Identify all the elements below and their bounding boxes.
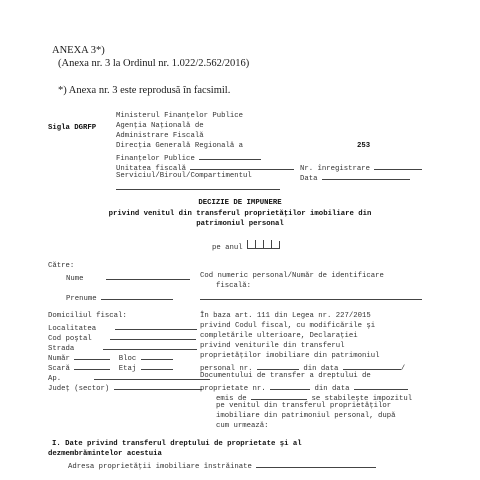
- annex-title: ANEXA 3*): [52, 45, 105, 56]
- name-field[interactable]: Nume: [66, 272, 190, 285]
- authority-line-agency-2: Administrare Fiscală: [116, 132, 204, 140]
- section-1-heading: I. Date privind transferul dreptului de proprietate şi al: [52, 440, 302, 448]
- year-digit-box[interactable]: [247, 240, 255, 249]
- street-field[interactable]: Strada: [48, 342, 197, 355]
- year-digit-box[interactable]: [255, 240, 263, 249]
- legal-text-line: privind Codul fiscal, cu modificările şi: [200, 322, 376, 330]
- authority-line-ministry: Ministerul Finanţelor Publice: [116, 112, 243, 120]
- transfer-doc-ref-fields[interactable]: proprietate nr. din data: [200, 382, 408, 395]
- decision-subtitle: privind venitul din transferul proprietăţilor imobiliare din: [108, 210, 372, 218]
- year-digit-box[interactable]: [271, 240, 279, 249]
- legal-text-line: completările ulterioare, Declaraţiei: [200, 332, 358, 340]
- property-address-field[interactable]: Adresa proprietăţii imobiliare înstrăinate: [68, 460, 376, 473]
- cnp-label: Cod numeric personal/Număr de identificare: [200, 272, 384, 280]
- year-digit-box[interactable]: [263, 240, 271, 249]
- legal-text-line: În baza art. 111 din Legea nr. 227/2015: [200, 312, 371, 320]
- locality-field[interactable]: Localitatea: [48, 322, 197, 335]
- legal-text-line: imobiliare din patrimoniul personal, după: [216, 412, 396, 420]
- number-block-fields[interactable]: Număr Bloc: [48, 352, 173, 365]
- authority-line-directorate: Direcţia Generală Regională a: [116, 142, 243, 150]
- staircase-floor-fields[interactable]: Scară Etaj: [48, 362, 173, 375]
- decision-title: DECIZIE DE IMPUNERE: [198, 199, 282, 207]
- county-field[interactable]: Judeţ (sector): [48, 382, 202, 395]
- domicile-label: Domiciliul fiscal:: [48, 312, 127, 320]
- firstname-field[interactable]: Prenume: [66, 292, 173, 305]
- department-field[interactable]: [116, 182, 280, 195]
- registration-number-field[interactable]: Nr. înregistrare: [300, 162, 422, 175]
- cnp-label-cont: fiscală:: [216, 282, 252, 290]
- legal-text-line: proprietăţilor imobiliare din patrimoniul: [200, 352, 380, 360]
- postal-code-field[interactable]: Cod poştal: [48, 332, 196, 345]
- declaration-ref-fields[interactable]: personal nr. din data /: [200, 362, 405, 375]
- authority-line-department: Serviciul/Biroul/Compartimentul: [116, 172, 252, 180]
- logo-placeholder: Sigla DGRFP: [48, 124, 97, 132]
- form-code: 253: [357, 142, 371, 150]
- registration-date-field[interactable]: Data: [300, 172, 410, 185]
- authority-line-finance: Finanţelor Publice: [116, 152, 261, 165]
- legal-text-line: privind veniturile din transferul: [200, 342, 345, 350]
- apartment-field[interactable]: Ap.: [48, 372, 210, 385]
- issuer-field[interactable]: emis de se stabileşte impozitul: [216, 392, 412, 405]
- authority-line-agency-1: Agenţia Naţională de: [116, 122, 204, 130]
- legal-text-line: cum urmează:: [216, 422, 269, 430]
- cnp-field[interactable]: [200, 292, 422, 305]
- legal-text-line: pe venitul din transferul proprietăţilor: [216, 402, 392, 410]
- decision-subtitle-cont: patrimoniul personal: [196, 220, 284, 228]
- section-1-heading-cont: dezmembrămintelor acestuia: [48, 450, 162, 458]
- legal-text-line: Documentului de transfer a dreptului de: [200, 372, 371, 380]
- recipient-label: Către:: [48, 262, 75, 270]
- annex-reference: (Anexa nr. 3 la Ordinul nr. 1.022/2.562/2016): [58, 58, 250, 69]
- authority-line-fiscal-unit: Unitatea fiscală: [116, 162, 294, 175]
- tax-year-field[interactable]: pe anul: [212, 240, 281, 254]
- facsimile-note: *) Anexa nr. 3 este reprodusă în facsimil.: [58, 85, 231, 96]
